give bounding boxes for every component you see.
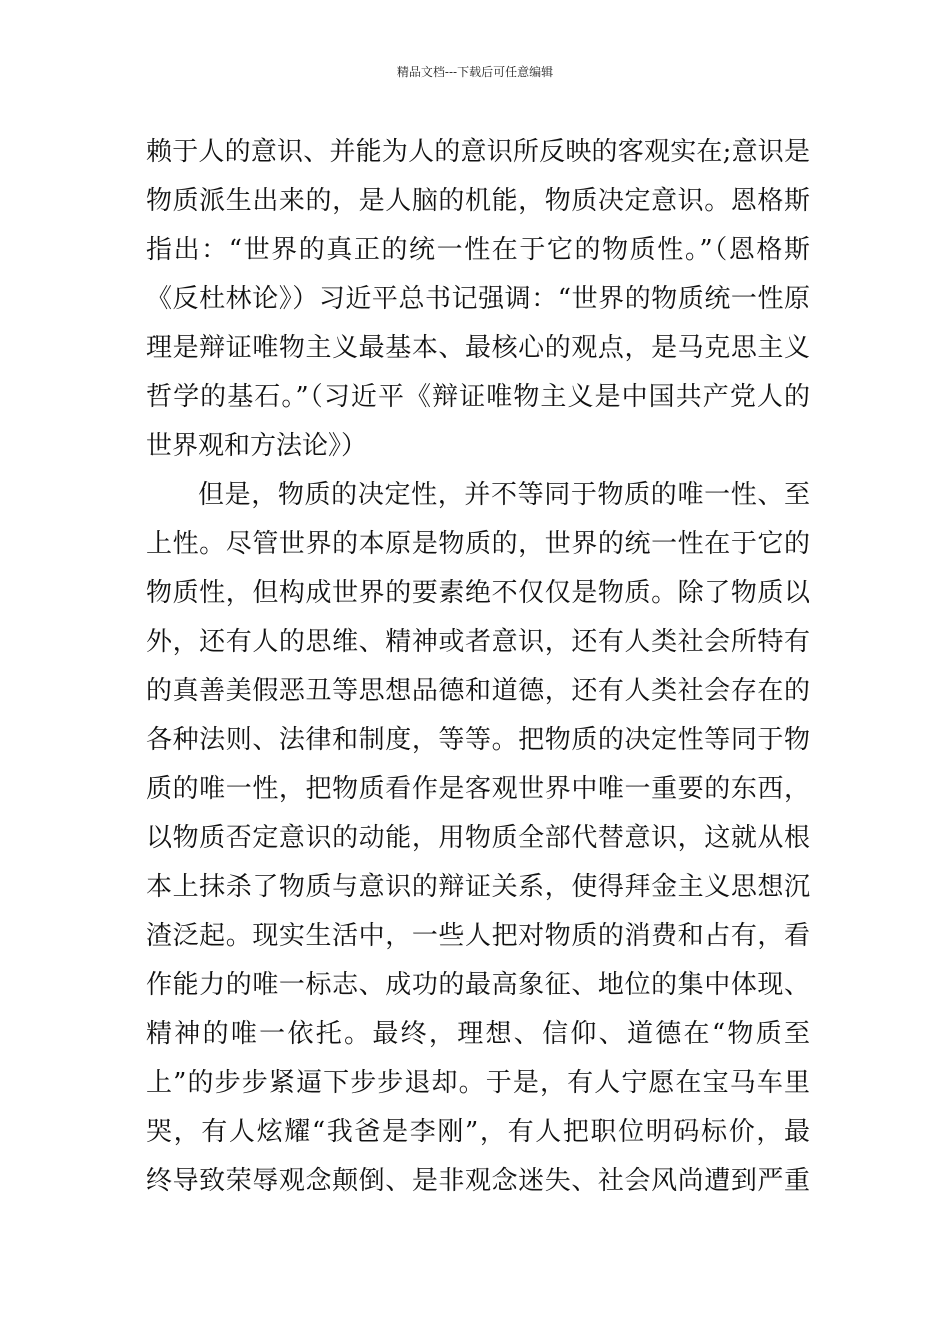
text-line: 理是辩证唯物主义最基本、最核心的观点，是马克思主义 — [146, 333, 810, 363]
text-line: 上”的步步紧逼下步步退却。于是，有人宁愿在宝马车里 — [146, 1068, 810, 1098]
page-header: 精品文档---下载后可任意编辑 — [396, 65, 554, 79]
text-line: 世界观和方法论》） — [146, 431, 368, 461]
text-line: 质的唯一性，把物质看作是客观世界中唯一重要的东西， — [146, 774, 810, 804]
text-line: 精神的唯一依托。最终，理想、信仰、道德在“物质至 — [146, 1019, 810, 1049]
text-line: 上性。尽管世界的本原是物质的，世界的统一性在于它的 — [146, 529, 810, 559]
text-line: 以物质否定意识的动能，用物质全部代替意识，这就从根 — [146, 823, 810, 853]
text-line: 终导致荣辱观念颠倒、是非观念迷失、社会风尚遭到严重 — [146, 1166, 810, 1196]
text-line: 哲学的基石。”（习近平《辩证唯物主义是中国共产党人的 — [146, 382, 810, 412]
document-body — [146, 128, 810, 1206]
text-line: 《反杜林论》）习近平总书记强调：“世界的物质统一性原 — [146, 284, 810, 314]
text-line: 物质性，但构成世界的要素绝不仅仅是物质。除了物质以 — [146, 578, 810, 608]
text-line: 的真善美假恶丑等思想品德和道德，还有人类社会存在的 — [146, 676, 810, 706]
paragraph-2 — [146, 471, 810, 1206]
text-line: 渣泛起。现实生活中，一些人把对物质的消费和占有，看 — [146, 921, 810, 951]
text-line: 但是，物质的决定性，并不等同于物质的唯一性、至 — [198, 480, 810, 510]
text-line: 作能力的唯一标志、成功的最高象征、地位的集中体现、 — [146, 970, 810, 1000]
text-line: 物质派生出来的，是人脑的机能，物质决定意识。恩格斯 — [146, 186, 810, 216]
text-line: 外，还有人的思维、精神或者意识，还有人类社会所特有 — [146, 627, 810, 657]
text-line: 赖于人的意识、并能为人的意识所反映的客观实在;意识是 — [146, 137, 810, 167]
paragraph-1 — [146, 128, 810, 471]
text-line: 本上抹杀了物质与意识的辩证关系，使得拜金主义思想沉 — [146, 872, 810, 902]
text-line: 各种法则、法律和制度，等等。把物质的决定性等同于物 — [146, 725, 810, 755]
text-line: 指出：“世界的真正的统一性在于它的物质性。”（恩格斯 — [146, 235, 810, 265]
text-line: 哭，有人炫耀“我爸是李刚”，有人把职位明码标价，最 — [146, 1117, 810, 1147]
